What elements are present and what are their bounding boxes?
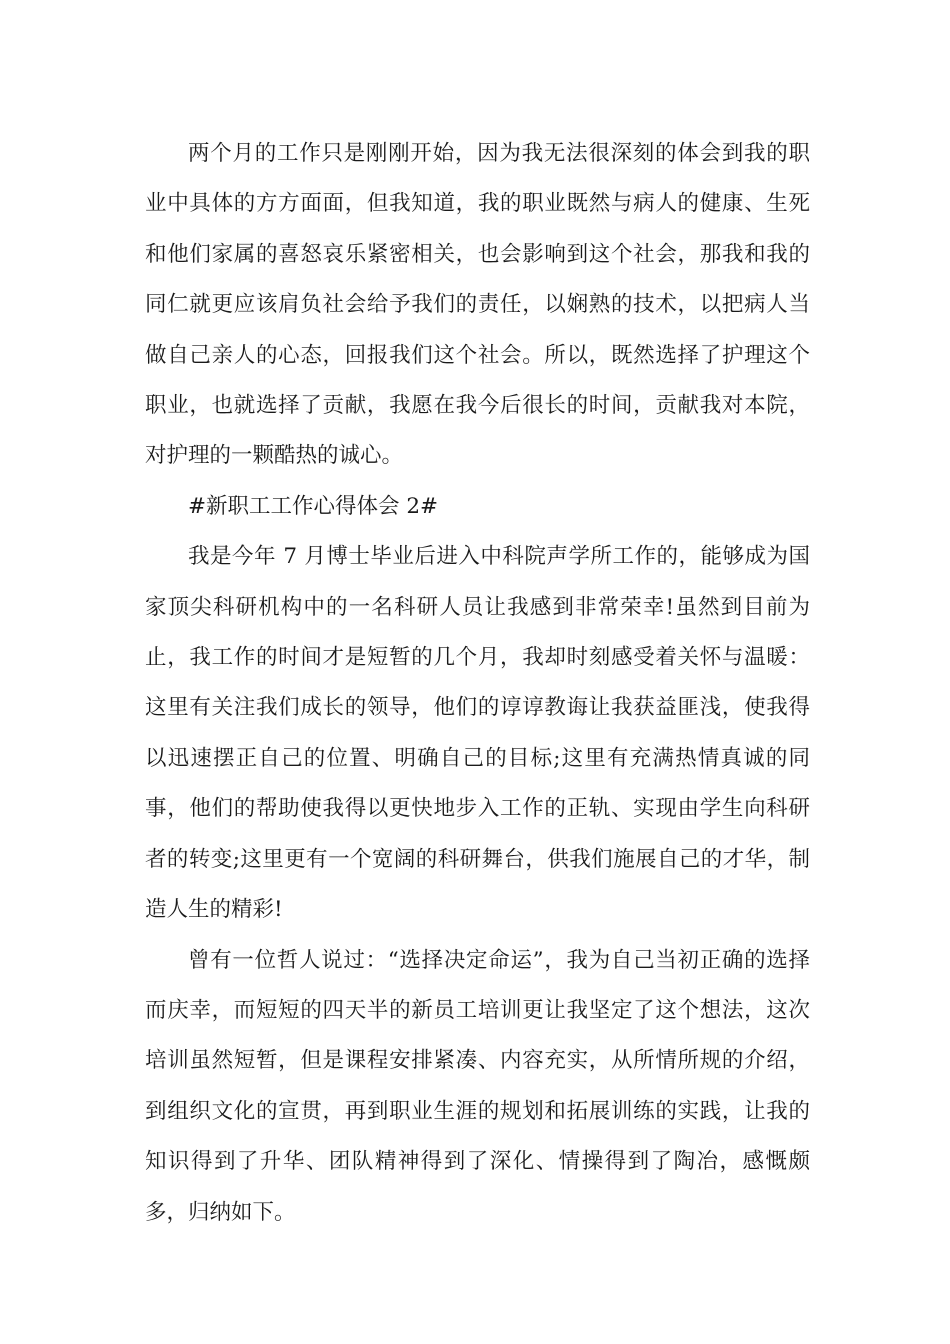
section-heading: #新职工工作心得体会 2# — [188, 493, 439, 519]
paragraph-training-reflection: 曾有一位哲人说过：“选择决定命运”，我为自己当初正确的选择而庆幸，而短短的四天半的新员工培训更让我坚定了这个想法，这次培训虽然短暂，但是课程安排紧凑、内容充实，从所情所规的介绍，到组织文化的宣贯，再到职业生涯的规划和拓展训练的实践，让我的知识得到了升华、团队精神得到了深化、情操得到了陶冶，感慨颇多，归纳如下。 — [145, 947, 810, 1225]
document-body — [145, 129, 810, 1238]
paragraph-research-institute: 我是今年 7 月博士毕业后进入中科院声学所工作的，能够成为国家顶尖科研机构中的一名科研人员让我感到非常荣幸!虽然到目前为止，我工作的时间才是短暂的几个月，我却时刻感受着关怀与温暖：这里有关注我们成长的领导，他们的谆谆教诲让我获益匪浅，使我得以迅速摆正自己的位置、明确自己的目标;这里有充满热情真诚的同事，他们的帮助使我得以更快地步入工作的正轨、实现由学生向科研者的转变;这里更有一个宽阔的科研舞台，供我们施展自己的才华，制造人生的精彩! — [145, 544, 810, 923]
paragraph-nursing-career: 两个月的工作只是刚刚开始，因为我无法很深刻的体会到我的职业中具体的方方面面，但我知道，我的职业既然与病人的健康、生死和他们家属的喜怒哀乐紧密相关，也会影响到这个社会，那我和我的同仁就更应该肩负社会给予我们的责任，以娴熟的技术，以把病人当做自己亲人的心态，回报我们这个社会。所以，既然选择了护理这个职业，也就选择了贡献，我愿在我今后很长的时间，贡献我对本院，对护理的一颗酷热的诚心。 — [145, 141, 810, 469]
